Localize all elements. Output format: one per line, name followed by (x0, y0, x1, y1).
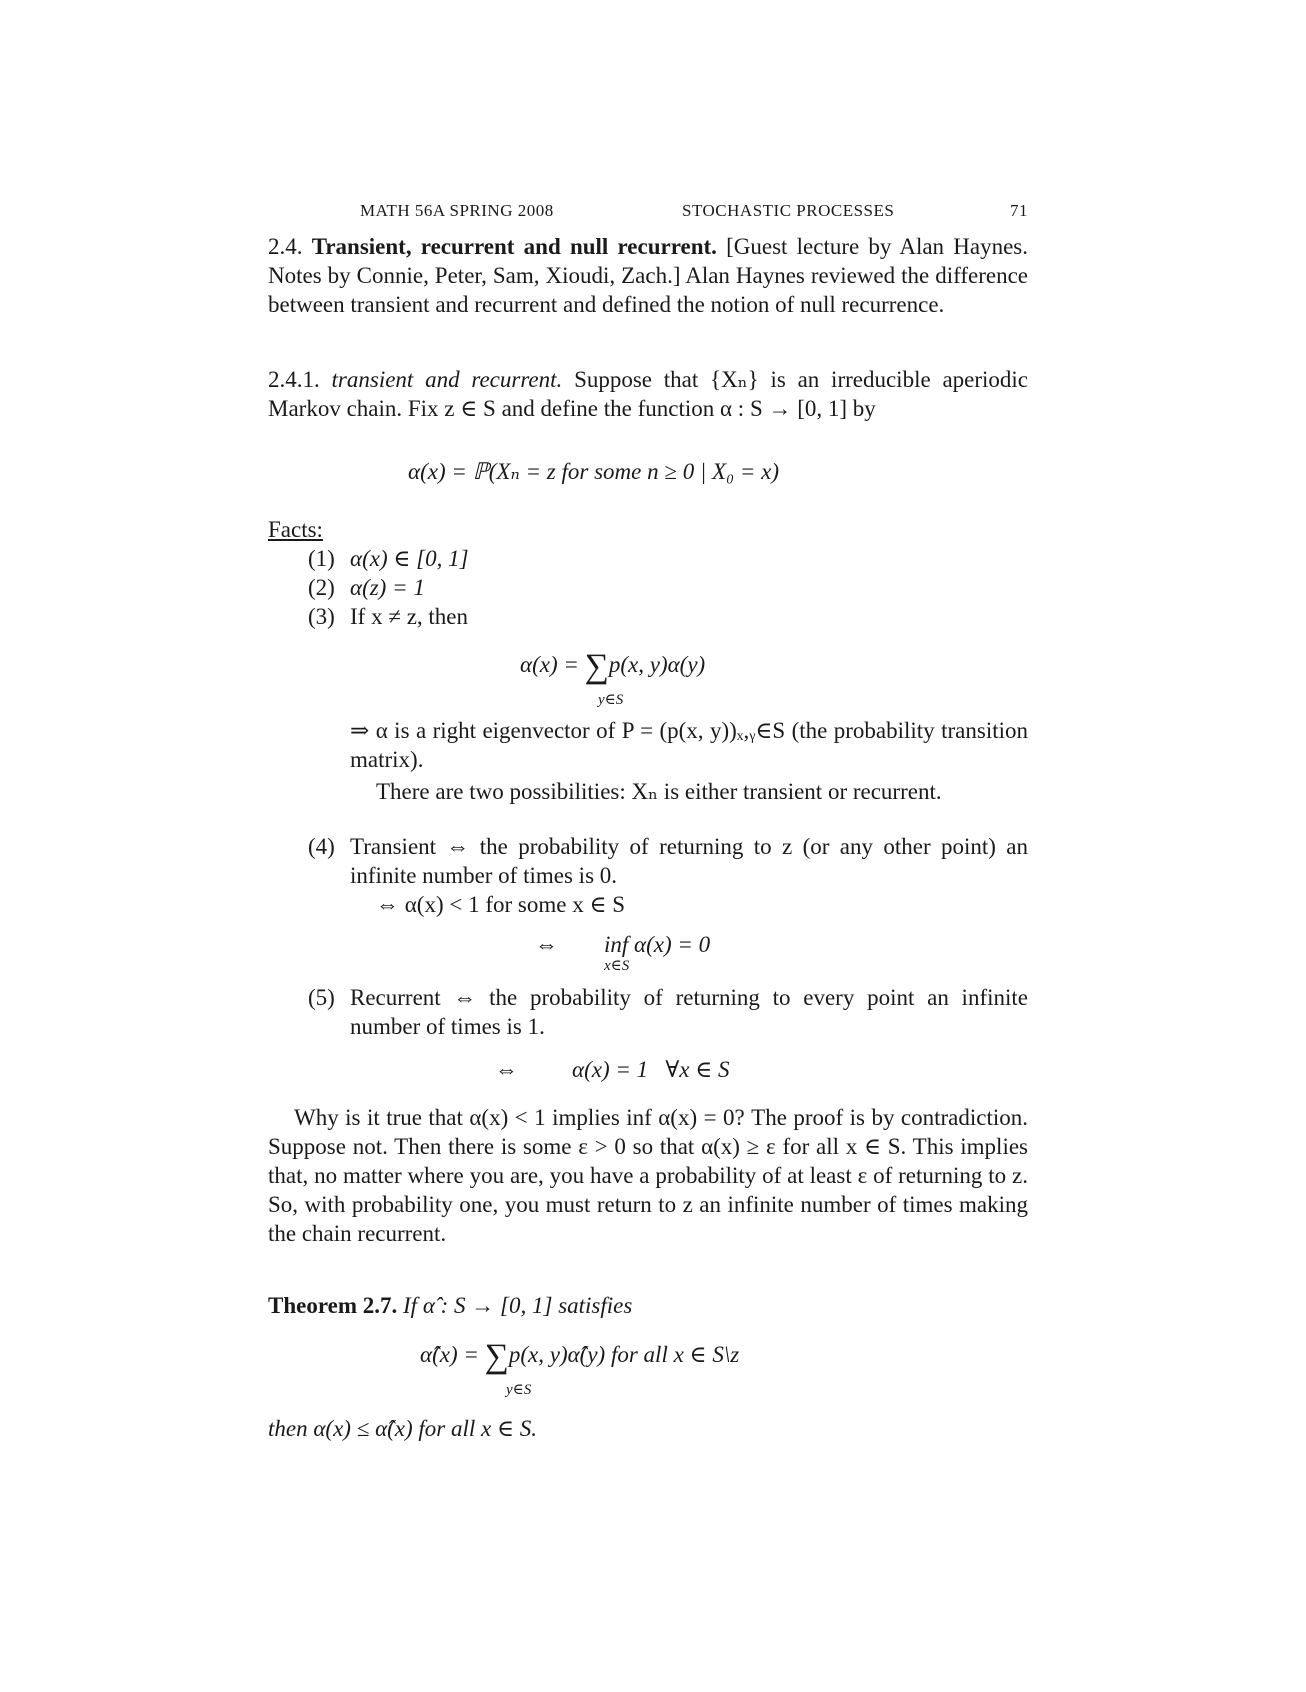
fact-4-number: (4) (308, 834, 335, 859)
sum-symbol: ∑ (584, 648, 609, 685)
subsection-title: transient and recurrent. (331, 367, 563, 392)
fact-3-number: (3) (308, 604, 335, 629)
fact-4-inf-text: inf α(x) = 0 (604, 932, 711, 957)
fact-5-number: (5) (308, 985, 335, 1010)
subsection-number: 2.4.1. (268, 367, 320, 392)
proof-paragraph: Why is it true that α(x) < 1 implies inf α(x) = 0? The proof is by contradiction. Suppose not. Then there is some ε > 0 so that α(x) ≥ ε for all x ∈ S. This implies that, no matter where you are, you have a probability of at least ε of returning to z. So, with probability one, you must return to z an infinite number of times making the chain recurrent. (268, 1105, 1028, 1246)
fact-5-text: Recurrent ⇔ the probability of returning to every point an infinite number of times is 1. (350, 985, 1028, 1039)
fact-1 (308, 544, 1028, 573)
fact-4-inf-subscript: x∈S (604, 958, 630, 974)
fact-3-after: ⇒ α is a right eigenvector of P = (p(x, y))ₓ,ᵧ∈S (the probability transition matrix). (350, 718, 1028, 772)
fact-4 (308, 832, 1028, 919)
theorem-2-7 (268, 1291, 1028, 1320)
eigen-formula-subscript: y∈S (598, 692, 624, 708)
eigen-formula (520, 648, 706, 708)
fact-4-arrow: ⇔ (535, 932, 558, 957)
subsection-text: Suppose that {Xₙ} is an irreducible aperiodic Markov chain. Fix z ∈ S and define the function α : S → [0, 1] by (268, 367, 1029, 421)
section-title: Transient, recurrent and null recurrent. (311, 234, 717, 259)
fact-3 (308, 602, 1028, 631)
fact-4-inf-formula (604, 930, 711, 974)
fact-3-text: If x ≠ z, then (350, 604, 468, 629)
fact-4-line2: ⇔ α(x) < 1 for some x ∈ S (376, 892, 626, 917)
section-2-4 (268, 232, 1028, 319)
theorem-formula-subscript: y∈S (506, 1382, 532, 1398)
fact-1-number: (1) (308, 546, 335, 571)
fact-5-formula: α(x) = 1 ∀x ∈ S (572, 1057, 730, 1082)
theorem-sum-symbol: ∑ (484, 1338, 509, 1375)
page-number: 71 (1010, 201, 1028, 220)
fact-5 (308, 983, 1028, 1041)
header-title: STOCHASTIC PROCESSES (682, 201, 895, 220)
fact-2 (308, 573, 1028, 602)
theorem-statement: If α̂ : S → [0, 1] satisfies (403, 1293, 633, 1318)
eigen-formula-lhs: α(x) = (520, 652, 585, 677)
running-header (360, 196, 1028, 220)
subsection-2-4-1 (268, 365, 1028, 423)
theorem-formula-lhs: α̂(x) = (420, 1342, 485, 1367)
fact-5-arrow: ⇔ (495, 1057, 518, 1082)
fact-3-continued (308, 716, 1028, 806)
theorem-formula (420, 1338, 740, 1398)
fact-1-text: α(x) ∈ [0, 1] (350, 546, 469, 571)
fact-2-number: (2) (308, 575, 335, 600)
fact-3-paragraph: There are two possibilities: Xₙ is either transient or recurrent. (376, 779, 942, 804)
section-number: 2.4. (268, 234, 303, 259)
section-intro: [Guest lecture by Alan Haynes. Notes by Connie, Peter, Sam, Xioudi, Zach.] Alan Haynes reviewed the difference between transient and recurrent and defined the notion of null recurrence. (268, 234, 1028, 317)
alpha-definition-formula: α(x) = ℙ(Xₙ = z for some n ≥ 0 | X₀ = x) (408, 459, 779, 484)
facts-label: Facts: (268, 517, 323, 542)
header-course: MATH 56A SPRING 2008 (360, 201, 554, 220)
theorem-formula-rhs: p(x, y)α̂(y) for all x ∈ S\z (508, 1342, 740, 1367)
theorem-conclusion: then α(x) ≤ α̂(x) for all x ∈ S. (268, 1416, 538, 1441)
fact-4-text: Transient ⇔ the probability of returning to z (or any other point) an infinite number of times is 0. (350, 834, 1028, 888)
eigen-formula-rhs: p(x, y)α(y) (608, 652, 706, 677)
fact-2-text: α(z) = 1 (350, 575, 425, 600)
theorem-label: Theorem 2.7. (268, 1293, 398, 1318)
